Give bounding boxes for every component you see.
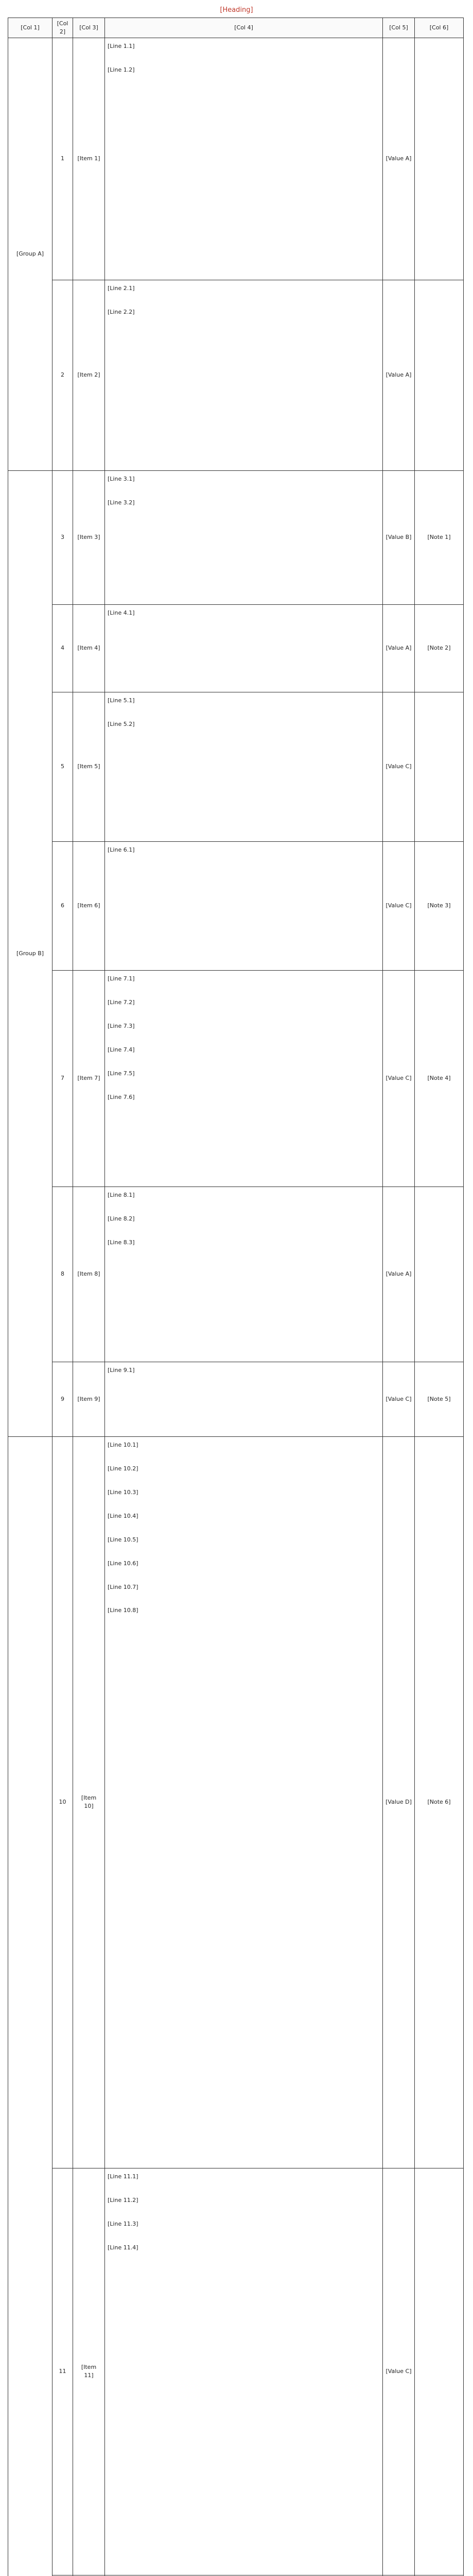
condition-line: [Line 3.2] (108, 499, 135, 506)
standard-cell: [Value B] (383, 470, 415, 604)
condition-line: [Line 10.2] (108, 1465, 138, 1472)
condition-line: [Line 1.2] (108, 66, 135, 73)
condition-cell (105, 970, 383, 1187)
condition-line: [Line 5.2] (108, 720, 135, 727)
standard-cell: [Value A] (383, 604, 415, 692)
sequence-cell: 7 (52, 970, 73, 1187)
table-row (8, 604, 464, 692)
basis-cell: [Note 2] (415, 604, 464, 692)
condition-line: [Line 7.4] (108, 1046, 135, 1053)
basis-cell (415, 2168, 464, 2575)
condition-line: [Line 9.1] (108, 1366, 135, 1374)
condition-cell (105, 604, 383, 692)
table-row (8, 1362, 464, 1436)
column-header: [Col 2] (52, 18, 73, 38)
condition-line: [Line 7.1] (108, 975, 135, 982)
condition-cell (105, 692, 383, 841)
standard-cell: [Value C] (383, 692, 415, 841)
condition-line: [Line 10.4] (108, 1512, 138, 1519)
condition-line: [Line 4.1] (108, 609, 135, 616)
condition-line: [Line 10.5] (108, 1536, 138, 1543)
column-header: [Col 1] (8, 18, 52, 38)
item-name-cell: [Item 8] (73, 1187, 105, 1362)
sequence-cell: 11 (52, 2168, 73, 2575)
condition-line: [Line 8.2] (108, 1215, 135, 1222)
standard-cell: [Value A] (383, 38, 415, 280)
table-row (8, 470, 464, 604)
item-name-cell: [Item 11] (73, 2168, 105, 2575)
item-name-cell: [Item 1] (73, 38, 105, 280)
basis-cell: [Note 6] (415, 1436, 464, 2168)
condition-line: [Line 1.1] (108, 42, 135, 49)
basis-cell: [Note 1] (415, 470, 464, 604)
policy-table (8, 18, 464, 2576)
item-name-cell: [Item 3] (73, 470, 105, 604)
table-body (8, 38, 464, 2576)
column-header: [Col 3] (73, 18, 105, 38)
condition-cell (105, 1436, 383, 2168)
standard-cell: [Value D] (383, 1436, 415, 2168)
standard-cell: [Value C] (383, 2168, 415, 2575)
item-name-cell: [Item 2] (73, 280, 105, 470)
item-name-cell: [Item 10] (73, 1436, 105, 2168)
column-header: [Col 6] (415, 18, 464, 38)
condition-line: [Line 10.3] (108, 1488, 138, 1496)
table-row (8, 841, 464, 970)
condition-cell (105, 38, 383, 280)
sequence-cell: 8 (52, 1187, 73, 1362)
condition-line: [Line 8.3] (108, 1239, 135, 1246)
condition-line: [Line 10.7] (108, 1583, 138, 1590)
basis-cell: [Note 4] (415, 970, 464, 1187)
category-cell: [Group A] (8, 38, 52, 470)
condition-line: [Line 2.1] (108, 284, 135, 292)
basis-cell (415, 1187, 464, 1362)
condition-cell (105, 1362, 383, 1436)
sequence-cell: 2 (52, 280, 73, 470)
item-name-cell: [Item 5] (73, 692, 105, 841)
basis-cell (415, 38, 464, 280)
standard-cell: [Value C] (383, 841, 415, 970)
condition-line: [Line 11.2] (108, 2196, 138, 2204)
item-name-cell: [Item 6] (73, 841, 105, 970)
condition-cell (105, 1187, 383, 1362)
table-row (8, 38, 464, 280)
sequence-cell: 1 (52, 38, 73, 280)
condition-line: [Line 7.3] (108, 1022, 135, 1029)
sequence-cell: 10 (52, 1436, 73, 2168)
condition-cell (105, 470, 383, 604)
condition-cell (105, 2168, 383, 2575)
table-row (8, 1187, 464, 1362)
condition-line: [Line 7.5] (108, 1070, 135, 1077)
page-title: [Heading] (220, 6, 253, 14)
table-header-row (8, 18, 464, 38)
condition-line: [Line 11.1] (108, 2173, 138, 2180)
basis-cell (415, 280, 464, 470)
basis-cell: [Note 5] (415, 1362, 464, 1436)
basis-cell: [Note 3] (415, 841, 464, 970)
basis-cell (415, 692, 464, 841)
condition-line: [Line 8.1] (108, 1191, 135, 1198)
sequence-cell: 6 (52, 841, 73, 970)
condition-line: [Line 2.2] (108, 308, 135, 315)
standard-cell: [Value C] (383, 1362, 415, 1436)
category-cell: [Group B] (8, 470, 52, 1436)
sequence-cell: 4 (52, 604, 73, 692)
condition-line: [Line 5.1] (108, 697, 135, 704)
standard-cell: [Value A] (383, 1187, 415, 1362)
sequence-cell: 9 (52, 1362, 73, 1436)
category-cell (8, 1436, 52, 2576)
table-row (8, 692, 464, 841)
condition-line: [Line 7.6] (108, 1093, 135, 1100)
table-row (8, 2168, 464, 2575)
item-name-cell: [Item 7] (73, 970, 105, 1187)
condition-cell (105, 841, 383, 970)
condition-line: [Line 6.1] (108, 846, 135, 853)
standard-cell: [Value A] (383, 280, 415, 470)
condition-line: [Line 10.1] (108, 1441, 138, 1448)
condition-cell (105, 280, 383, 470)
sequence-cell: 5 (52, 692, 73, 841)
table-row (8, 280, 464, 470)
column-header: [Col 4] (105, 18, 383, 38)
column-header: [Col 5] (383, 18, 415, 38)
table-row (8, 1436, 464, 2168)
condition-line: [Line 11.4] (108, 2244, 138, 2251)
condition-line: [Line 10.8] (108, 1607, 138, 1614)
sequence-cell: 3 (52, 470, 73, 604)
condition-line: [Line 3.1] (108, 475, 135, 482)
condition-line: [Line 11.3] (108, 2220, 138, 2227)
item-name-cell: [Item 4] (73, 604, 105, 692)
standard-cell: [Value C] (383, 970, 415, 1187)
table-row (8, 970, 464, 1187)
condition-line: [Line 10.6] (108, 1560, 138, 1567)
item-name-cell: [Item 9] (73, 1362, 105, 1436)
condition-line: [Line 7.2] (108, 998, 135, 1006)
